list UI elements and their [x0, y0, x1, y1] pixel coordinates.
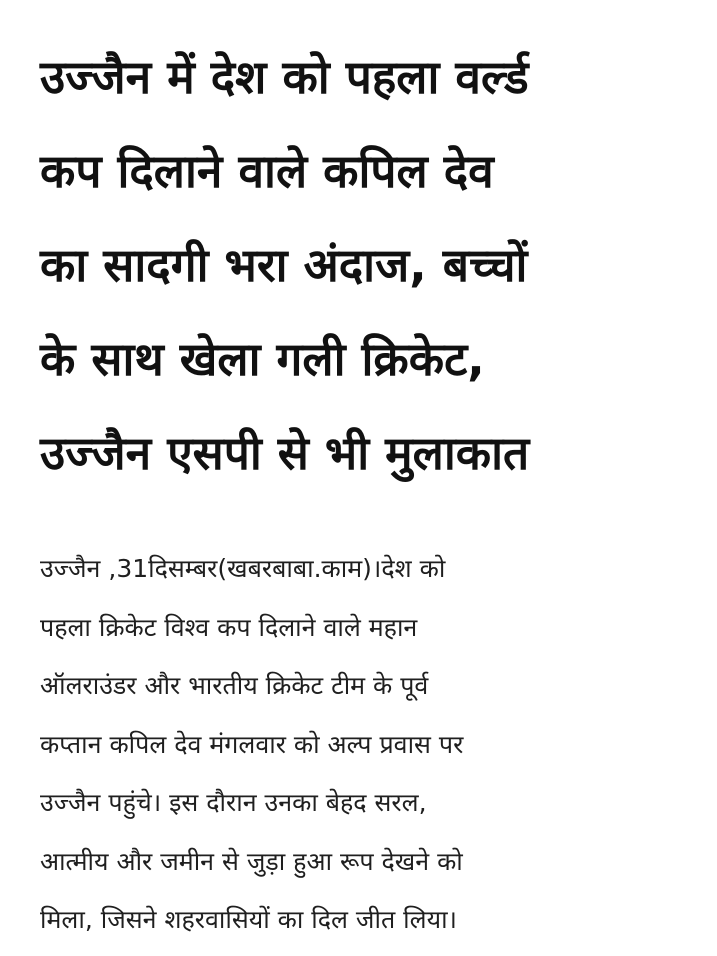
body-line-2: पहला क्रिकेट विश्व कप दिलाने वाले महान — [40, 612, 418, 642]
headline-line-1: उज्जैन में देश को पहला वर्ल्ड — [40, 50, 529, 104]
article-headline — [40, 30, 677, 500]
headline-line-5: उज्जैन एसपी से भी मुलाकात — [40, 426, 530, 480]
headline-line-4: के साथ खेला गली क्रिकेट, — [40, 332, 485, 386]
body-line-4: कप्तान कपिल देव मंगलवार को अल्प प्रवास पर — [40, 729, 464, 759]
body-line-7: मिला, जिसने शहरवासियों का दिल जीत लिया। — [40, 905, 458, 934]
headline-line-2: कप दिलाने वाले कपिल देव — [40, 144, 494, 198]
article-body — [40, 540, 680, 950]
headline-line-3: का सादगी भरा अंदाज, बच्चों — [40, 238, 528, 292]
body-line-6: आत्मीय और जमीन से जुड़ा हुआ रूप देखने को — [40, 846, 463, 876]
body-line-1: उज्जैन ,31दिसम्बर(खबरबाबा.काम)।देश को — [40, 554, 446, 583]
body-line-5: उज्जैन पहुंचे। इस दौरान उनका बेहद सरल, — [40, 788, 427, 817]
body-line-3: ऑलराउंडर और भारतीय क्रिकेट टीम के पूर्व — [40, 671, 429, 700]
